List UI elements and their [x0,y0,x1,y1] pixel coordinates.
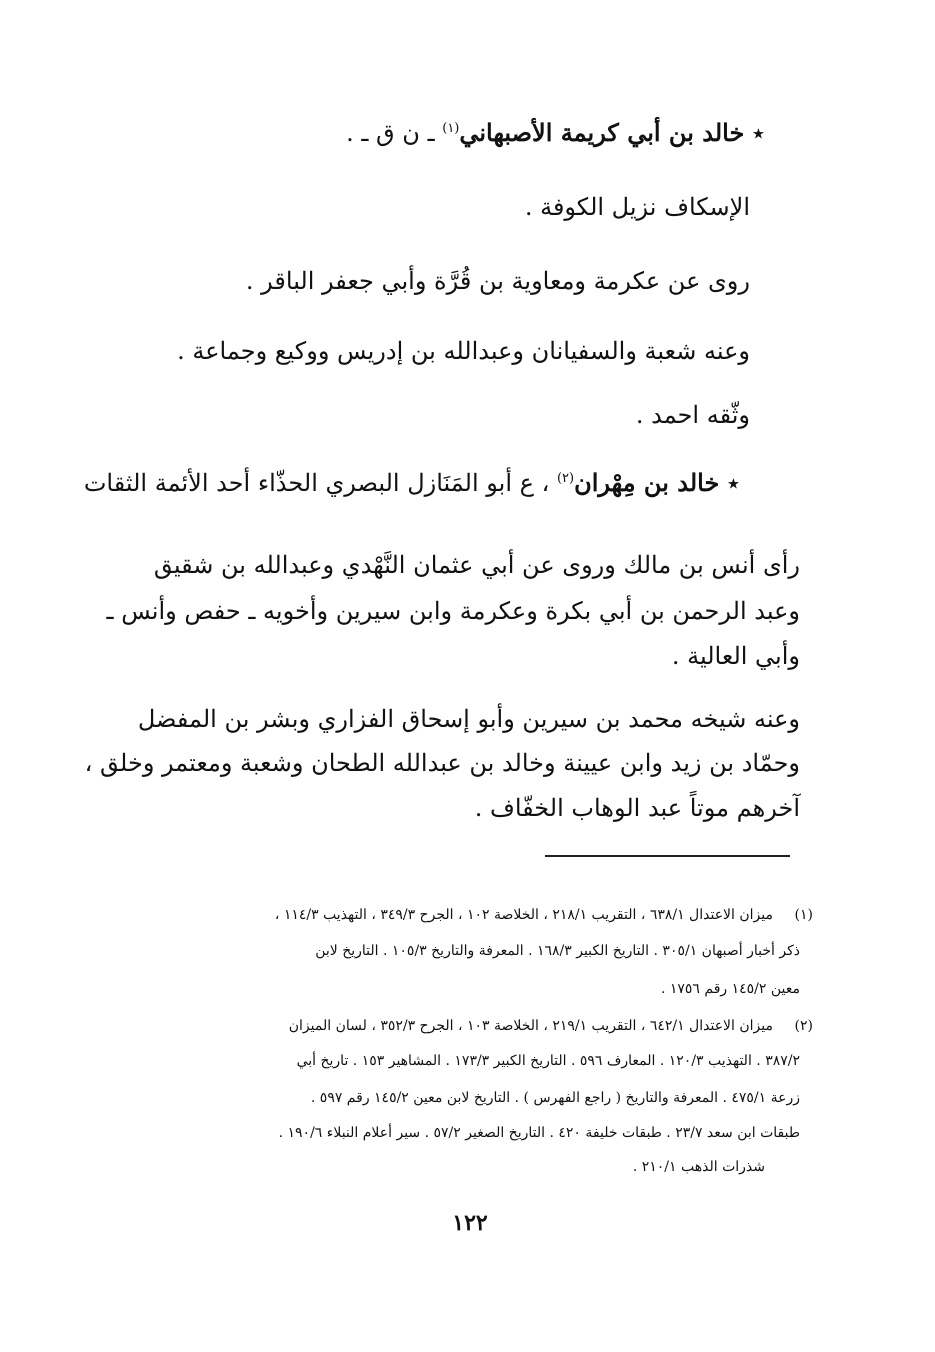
entry2-para2-line-2: وحمّاد بن زيد وابن عيينة وخالد بن عبدالله الطحان وشعبة ومعتمر وخلق ، [84,749,800,777]
entry2-marker: ٭ [726,469,740,497]
footnote-2-line-1: ميزان الاعتدال ٦٤٢/١ ، التقريب ٢١٩/١ ، الخلاصة ١٠٣ ، الجرح ٣٥٢/٣ ، لسان الميزان [288,1018,773,1034]
entry1-symbols: ـ ن ق ـ . [346,119,435,147]
entry1-marker: ٭ [751,119,765,147]
entry1-line-4: وثّقه احمد . [635,401,750,429]
entry2-heading [84,462,740,500]
footnote-2-line-2: ٣٨٧/٢ . التهذيب ١٢٠/٣ . المعارف ٥٩٦ . التاريخ الكبير ١٧٣/٣ . المشاهير ١٥٣ . تاريخ أبي [296,1053,800,1069]
entry2-para2-line-1: وعنه شيخه محمد بن سيرين وأبو إسحاق الفزاري وبشر بن المفضل [137,705,800,733]
footnote-1-line-3: معين ١٤٥/٢ رقم ١٧٥٦ . [660,981,800,997]
entry1-name: خالد بن أبي كريمة الأصبهاني [459,118,745,147]
entry1-line-3: وعنه شعبة والسفيانان وعبدالله بن إدريس ووكيع وجماعة . [177,337,750,365]
entry2-para2-line-3: آخرهم موتاً عبد الوهاب الخفّاف . [474,794,800,822]
page-number: ١٢٢ [452,1210,488,1236]
entry1-line-2: روى عن عكرمة ومعاوية بن قُرَّة وأبي جعفر الباقر . [245,267,750,295]
footnote-separator [545,855,790,857]
footnote-1-line-1: ميزان الاعتدال ٦٣٨/١ ، التقريب ٢١٨/١ ، الخلاصة ١٠٢ ، الجرح ٣٤٩/٣ ، التهذيب ١١٤/٣ ، [274,907,773,923]
entry2-para1-line-2: وعبد الرحمن بن أبي بكرة وعكرمة وابن سيرين وأخويه ـ حفص وأنس ـ [106,597,800,625]
entry1-line-1: الإسكاف نزيل الكوفة . [524,193,750,221]
entry2-para1-line-3: وأبي العالية . [671,642,800,670]
entry2-name: خالد بن مِهْران [574,468,720,497]
entry2-para1-line-1: رأى أنس بن مالك وروى عن أبي عثمان النَّهْدي وعبدالله بن شقيق [153,551,800,579]
footnote-2-number: (٢) [794,1018,813,1034]
footnote-2-line-5: شذرات الذهب ٢١٠/١ . [632,1159,765,1175]
footnote-2-line-3: زرعة ٤٧٥/١ . المعرفة والتاريخ ( راجع الفهرس ) . التاريخ لابن معين ١٤٥/٢ رقم ٥٩٧ . [310,1090,800,1106]
entry2-note-ref: (٢) [556,471,575,486]
entry2-rest: ، ع أبو المَنَازل البصري الحذّاء أحد الأئمة الثقات [83,469,550,497]
footnote-1-number: (١) [794,907,813,923]
footnote-2-line-4: طبقات ابن سعد ٢٣/٧ . طبقات خليفة ٤٢٠ . التاريخ الصغير ٥٧/٢ . سير أعلام النبلاء ١٩٠/٦ . [278,1125,800,1141]
footnote-1-line-2: ذكر أخبار أصبهان ٣٠٥/١ . التاريخ الكبير ١٦٨/٣ . المعرفة والتاريخ ١٠٥/٣ . التاريخ لابن [315,943,800,959]
entry1-note-ref: (١) [442,121,460,136]
entry1-heading [346,112,765,150]
